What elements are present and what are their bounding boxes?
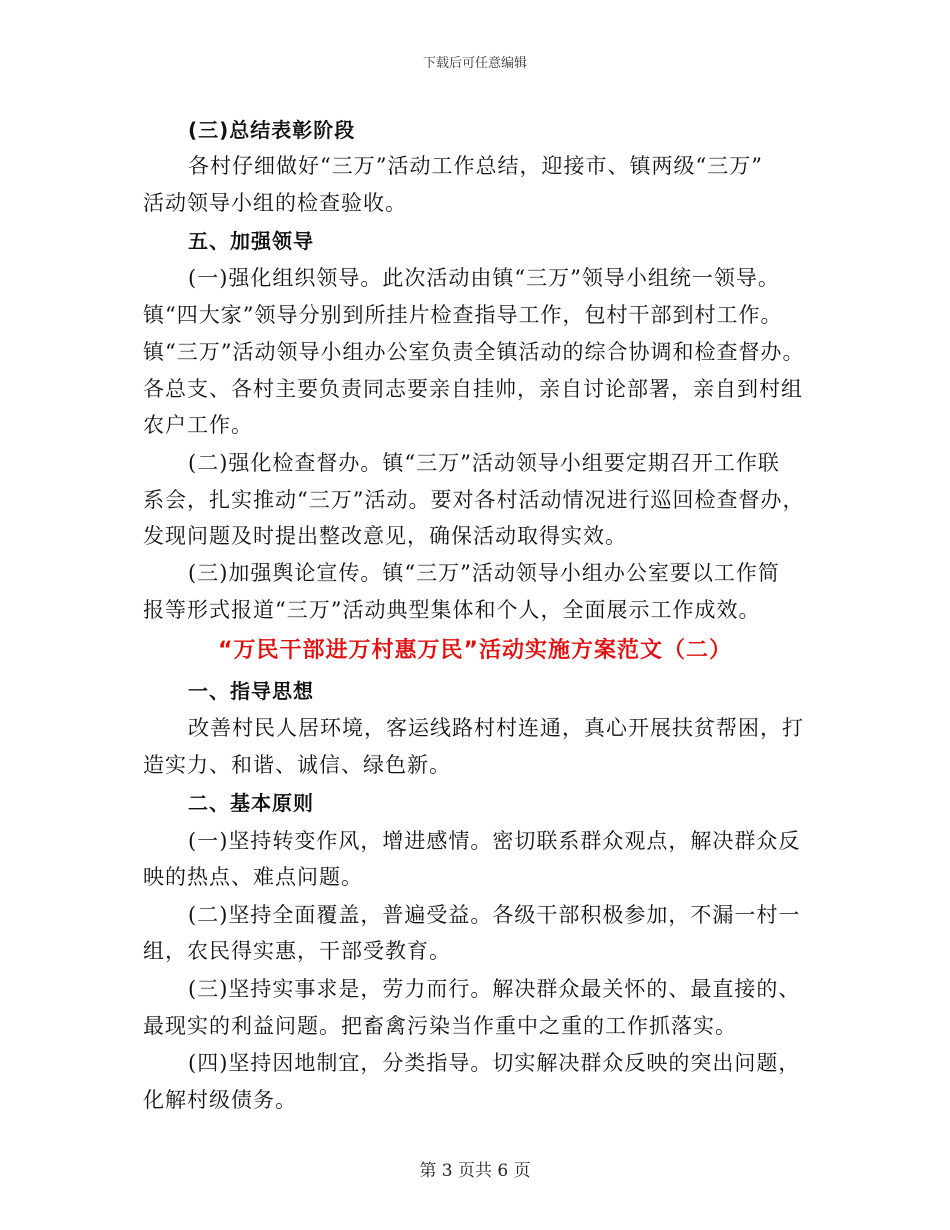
section-title: “万民干部进万村惠万民”活动实施方案范文（二）: [218, 638, 732, 663]
paragraph-line: 造实力、和谐、诚信、绿色新。: [143, 753, 451, 777]
paragraph-line: 农户工作。: [143, 413, 253, 437]
paragraph-line: (三)加强舆论宣传。镇“三万”活动领导小组办公室要以工作简: [188, 561, 780, 585]
section-heading: 二、基本原则: [188, 791, 314, 815]
paragraph-line: 改善村民人居环境，客运线路村村连通，真心开展扶贫帮困，打: [188, 716, 804, 740]
paragraph-line: 系会，扎实推动“三万”活动。要对各村活动情况进行巡回检查督办，: [143, 488, 805, 512]
page-footer: 第 3 页共 6 页: [419, 1161, 531, 1181]
section-heading: 五、加强领导: [188, 229, 314, 253]
paragraph-line: 发现问题及时提出整改意见，确保活动取得实效。: [143, 524, 627, 548]
paragraph-line: 各村仔细做好“三万”活动工作总结，迎接市、镇两级“三万”: [188, 154, 763, 178]
paragraph-line: (二)坚持全面覆盖，普遍受益。各级干部积极参加，不漏一村一: [188, 903, 801, 927]
paragraph-line: 组，农民得实惠，干部受教育。: [143, 939, 451, 963]
paragraph-line: 映的热点、难点问题。: [143, 865, 363, 889]
page-header: 下载后可任意编辑: [422, 56, 527, 71]
paragraph-line: 化解村级债务。: [143, 1088, 297, 1112]
paragraph-line: 镇“三万”活动领导小组办公室负责全镇活动的综合协调和检查督办。: [143, 340, 805, 364]
paragraph-line: 活动领导小组的检查验收。: [143, 191, 407, 215]
paragraph-line: (二)强化检查督办。镇“三万”活动领导小组要定期召开工作联: [188, 451, 780, 475]
paragraph-line: 镇“四大家”领导分别到所挂片检查指导工作，包村干部到村工作。: [143, 303, 783, 327]
paragraph-line: 各总支、各村主要负责同志要亲自挂帅，亲自讨论部署，亲自到村组: [143, 377, 803, 401]
paragraph-line: 报等形式报道“三万”活动典型集体和个人，全面展示工作成效。: [143, 598, 761, 622]
section-heading: (三)总结表彰阶段: [188, 118, 356, 142]
section-heading: 一、指导思想: [188, 679, 314, 703]
paragraph-line: (四)坚持因地制宜，分类指导。切实解决群众反映的突出问题，: [188, 1051, 801, 1075]
paragraph-line: (一)坚持转变作风，增进感情。密切联系群众观点，解决群众反: [188, 829, 801, 853]
paragraph-line: (三)坚持实事求是，劳力而行。解决群众最关怀的、最直接的、: [188, 977, 801, 1001]
paragraph-line: 最现实的利益问题。把畜禽污染当作重中之重的工作抓落实。: [143, 1014, 737, 1038]
paragraph-line: (一)强化组织领导。此次活动由镇“三万”领导小组统一领导。: [188, 266, 780, 290]
